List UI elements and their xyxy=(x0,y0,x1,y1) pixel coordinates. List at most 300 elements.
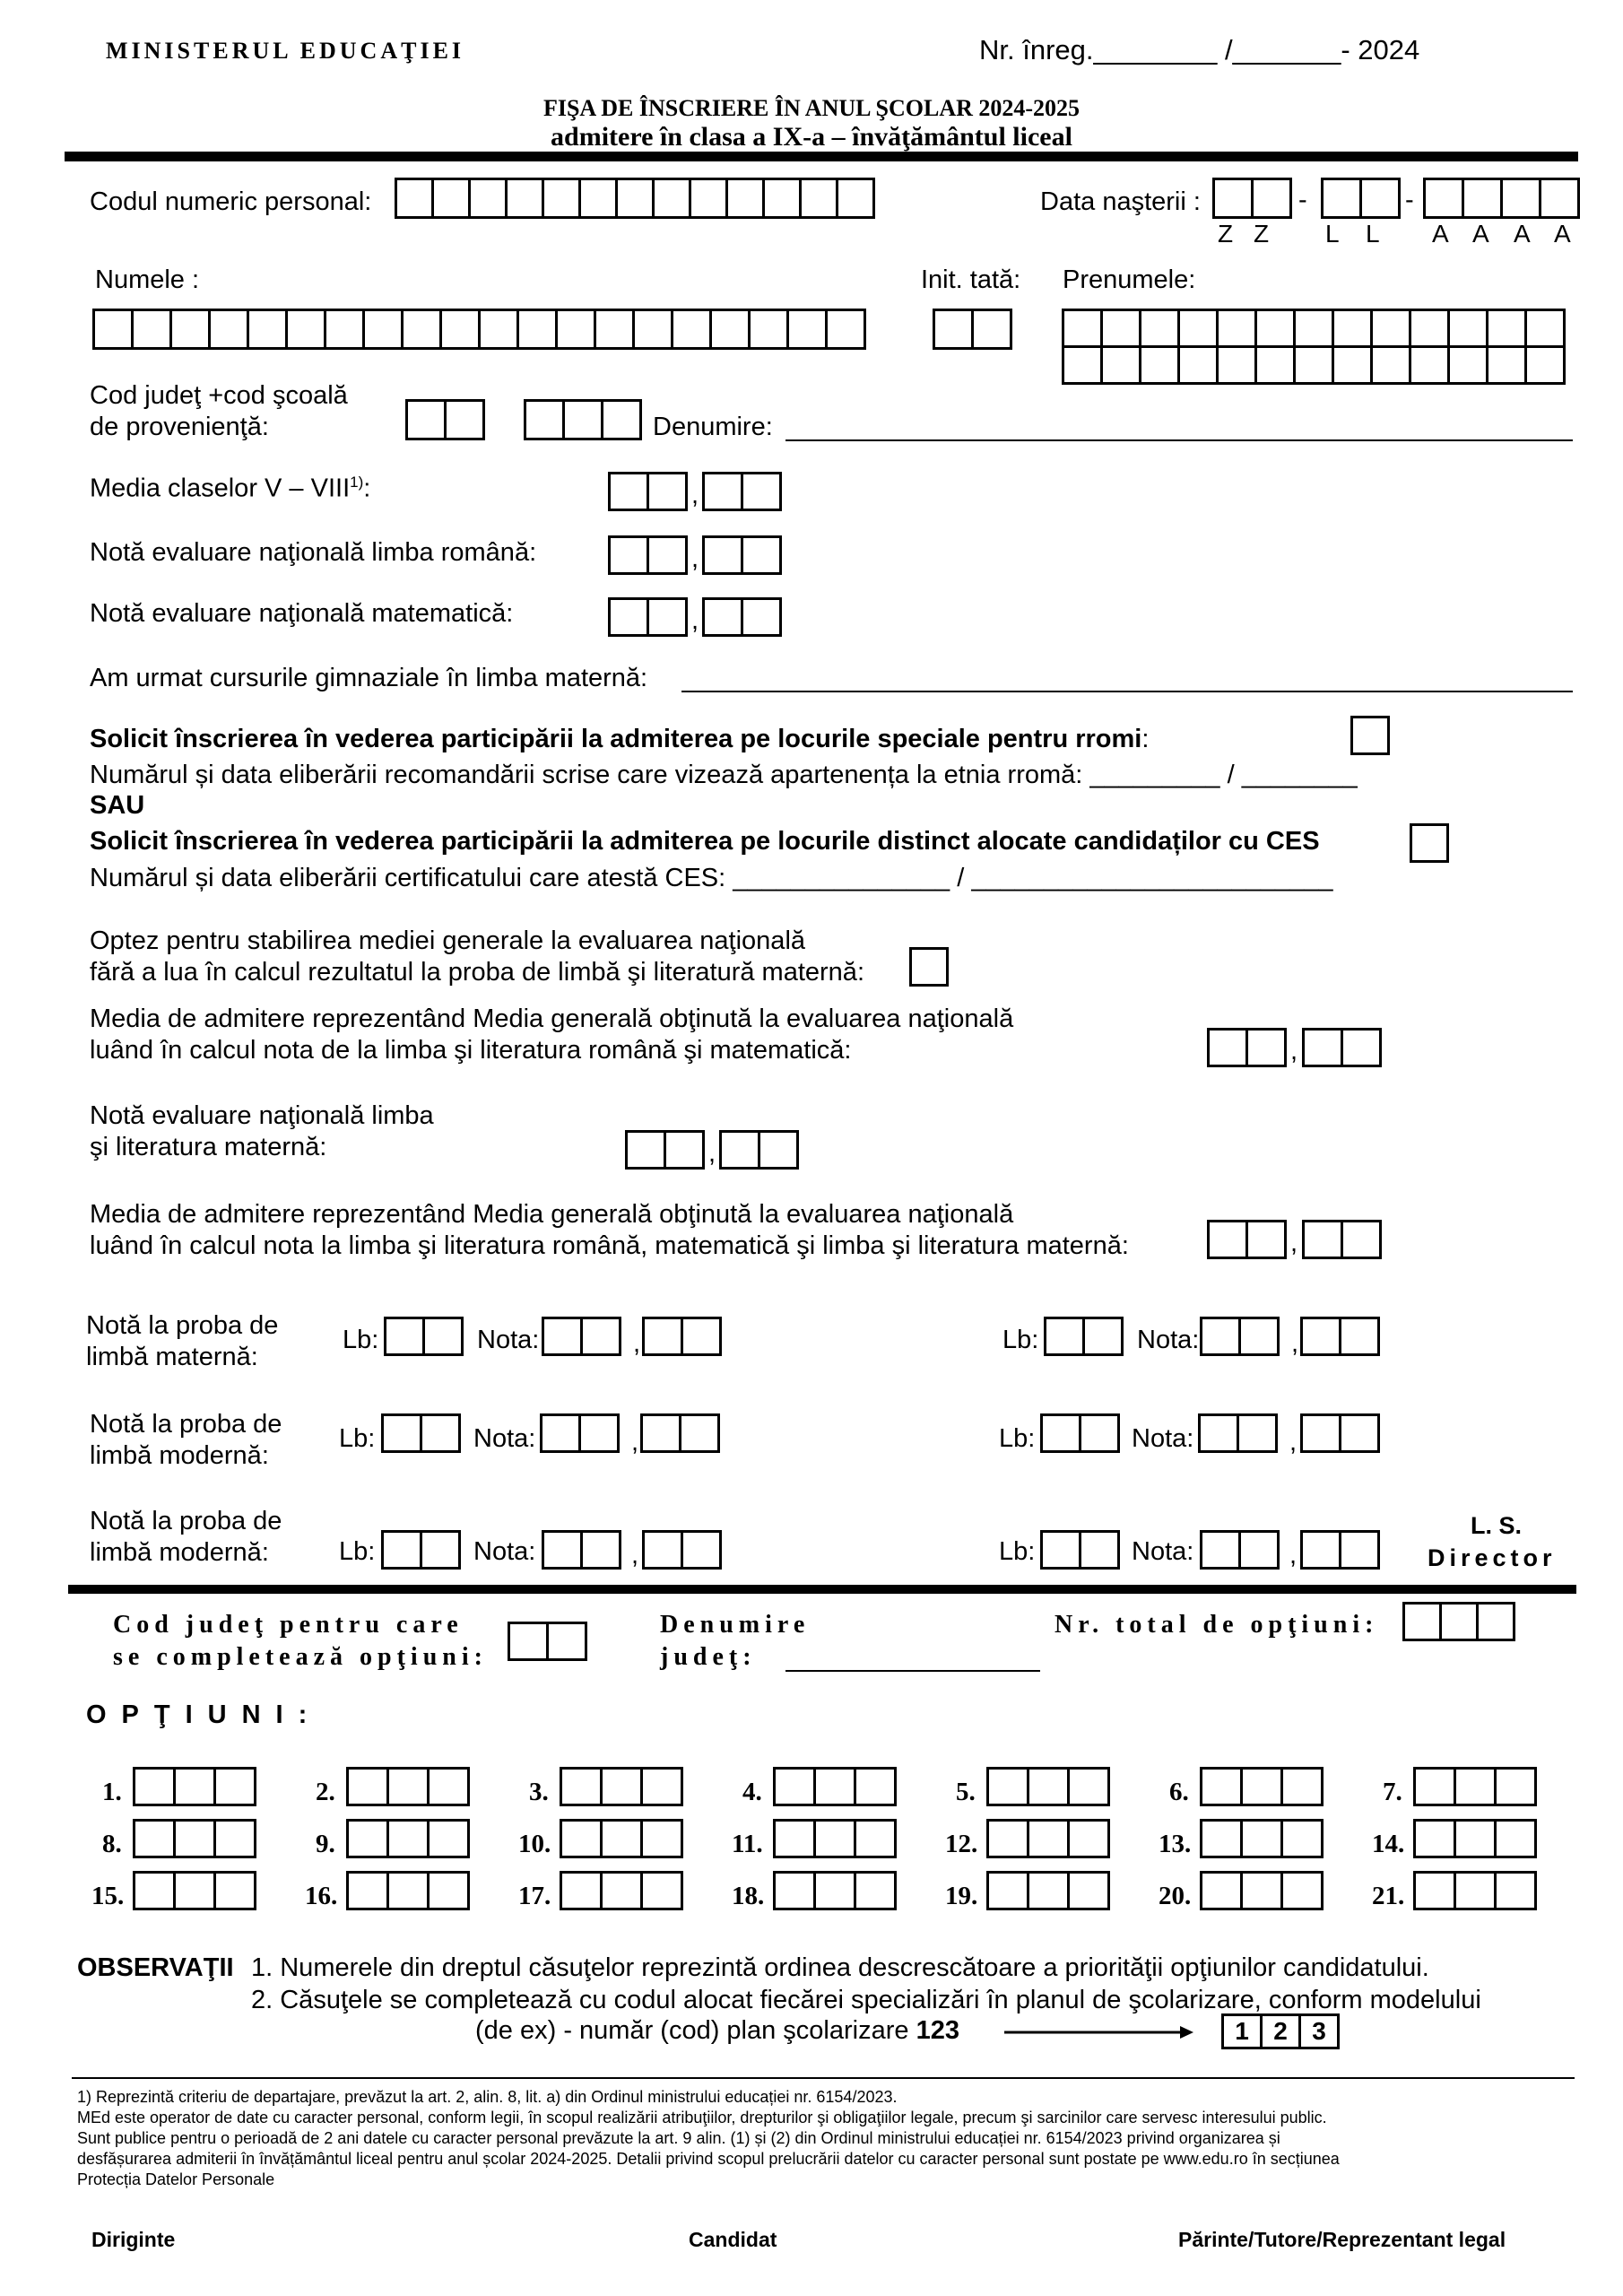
name-boxes-cell-6[interactable] xyxy=(285,309,326,350)
lang-r1-c1-nota-int-boxes-cell-2[interactable] xyxy=(580,1317,621,1356)
option-15-boxes[interactable] xyxy=(133,1871,256,1910)
county-option-boxes[interactable] xyxy=(508,1622,587,1661)
media-int-boxes[interactable] xyxy=(608,472,688,511)
option-7-boxes-cell-3[interactable] xyxy=(1494,1767,1537,1806)
nota-materna-dec-boxes[interactable] xyxy=(719,1130,799,1170)
prenume-boxes-row2-cell-8[interactable] xyxy=(1332,345,1373,385)
mat-dec-boxes-cell-1[interactable] xyxy=(702,597,743,637)
mat-int-boxes-cell-1[interactable] xyxy=(608,597,649,637)
lang-r3-c1-nota-dec-boxes-cell-2[interactable] xyxy=(681,1530,722,1570)
option-7-boxes[interactable] xyxy=(1413,1767,1537,1806)
option-16-boxes-cell-3[interactable] xyxy=(427,1871,470,1910)
prenume-boxes-row1-cell-4[interactable] xyxy=(1177,309,1219,348)
lang-r2-c1-lb-boxes-cell-2[interactable] xyxy=(420,1413,461,1453)
media-dec-boxes-cell-1[interactable] xyxy=(702,472,743,511)
optez-line-1: Optez pentru stabilirea mediei generale la evaluarea naţională xyxy=(90,926,806,955)
option-20-boxes-cell-3[interactable] xyxy=(1280,1871,1324,1910)
prenume-boxes-row1-cell-6[interactable] xyxy=(1254,309,1296,348)
lang-r3-c1-lb-boxes-cell-1[interactable] xyxy=(381,1530,422,1570)
name-boxes-cell-1[interactable] xyxy=(92,309,134,350)
ro-int-boxes-cell-1[interactable] xyxy=(608,535,649,575)
nota-materna-dec-boxes-cell-2[interactable] xyxy=(758,1130,799,1170)
ces-checkbox[interactable] xyxy=(1410,823,1449,863)
option-15-boxes-cell-1[interactable] xyxy=(133,1871,176,1910)
option-8-boxes-cell-3[interactable] xyxy=(213,1819,256,1858)
birth-year-boxes-cell-1[interactable] xyxy=(1423,178,1464,219)
birth-day-boxes-cell-1[interactable] xyxy=(1212,178,1254,219)
lang-r2-c1-nota-dec-boxes-cell-1[interactable] xyxy=(640,1413,681,1453)
option-13-boxes-cell-3[interactable] xyxy=(1280,1819,1324,1858)
lang-r1-c2-nota-dec-boxes-cell-1[interactable] xyxy=(1300,1317,1341,1356)
option-16-boxes[interactable] xyxy=(346,1871,470,1910)
rromi-checkbox[interactable] xyxy=(1350,716,1390,755)
media-admitere2-int-boxes-cell-2[interactable] xyxy=(1245,1220,1287,1259)
option-6-boxes-cell-1[interactable] xyxy=(1200,1767,1243,1806)
prenume-boxes-row2-cell-3[interactable] xyxy=(1139,345,1180,385)
lang-r2-c2-nota-int-boxes-cell-2[interactable] xyxy=(1237,1413,1278,1453)
lang-r1-c1-lb-boxes[interactable] xyxy=(384,1317,464,1356)
media-admitere-int-boxes-cell-2[interactable] xyxy=(1245,1028,1287,1067)
ro-comma: , xyxy=(691,544,699,573)
option-1-boxes[interactable] xyxy=(133,1767,256,1806)
option-21-boxes-cell-2[interactable] xyxy=(1454,1871,1497,1910)
name-boxes-cell-18[interactable] xyxy=(748,309,789,350)
option-1-boxes-cell-3[interactable] xyxy=(213,1767,256,1806)
sau-label: SAU xyxy=(90,791,145,820)
cnp-boxes-cell-11[interactable] xyxy=(762,178,802,219)
option-3-boxes-cell-2[interactable] xyxy=(600,1767,643,1806)
mat-dec-boxes[interactable] xyxy=(702,597,782,637)
county-option-boxes-cell-1[interactable] xyxy=(508,1622,549,1661)
option-20-boxes-cell-1[interactable] xyxy=(1200,1871,1243,1910)
county-name-line[interactable] xyxy=(785,1670,1040,1672)
option-5-boxes-cell-1[interactable] xyxy=(986,1767,1029,1806)
lang-r2-c2-nota-dec-boxes-cell-2[interactable] xyxy=(1339,1413,1380,1453)
media-admitere2-dec-boxes-cell-2[interactable] xyxy=(1341,1220,1382,1259)
cnp-boxes-cell-1[interactable] xyxy=(395,178,434,219)
option-17-boxes[interactable] xyxy=(560,1871,683,1910)
option-5-boxes-cell-3[interactable] xyxy=(1067,1767,1110,1806)
cnp-boxes[interactable] xyxy=(395,178,875,219)
option-9-boxes[interactable] xyxy=(346,1819,470,1858)
name-boxes-cell-14[interactable] xyxy=(594,309,635,350)
name-boxes-cell-3[interactable] xyxy=(169,309,211,350)
lang-r2-c1-lb-label: Lb: xyxy=(339,1424,376,1453)
school-code-boxes[interactable] xyxy=(524,399,642,440)
media-admitere2-int-boxes-cell-1[interactable] xyxy=(1207,1220,1248,1259)
prenume-boxes-row1-cell-1[interactable] xyxy=(1062,309,1103,348)
lang-r3-c2-nota-int-boxes-cell-1[interactable] xyxy=(1200,1530,1241,1570)
option-number-11: 11. xyxy=(732,1830,763,1858)
ces-checkbox-cell-1[interactable] xyxy=(1410,823,1449,863)
option-17-boxes-cell-3[interactable] xyxy=(640,1871,683,1910)
birth-month-boxes-cell-1[interactable] xyxy=(1321,178,1362,219)
option-20-boxes-cell-2[interactable] xyxy=(1240,1871,1283,1910)
media-admitere2-dec-boxes[interactable] xyxy=(1302,1220,1382,1259)
school-label-1: Cod judeţ +cod şcoală xyxy=(90,381,348,410)
birth-month-boxes[interactable] xyxy=(1321,178,1401,219)
name-boxes[interactable] xyxy=(92,309,866,350)
lang-r3-c1-nota-int-boxes[interactable] xyxy=(542,1530,621,1570)
option-5-boxes-cell-2[interactable] xyxy=(1027,1767,1070,1806)
form-title: FIŞA DE ÎNSCRIERE ÎN ANUL ŞCOLAR 2024-2025 xyxy=(542,95,1081,121)
media-admitere-int-boxes[interactable] xyxy=(1207,1028,1287,1067)
name-boxes-cell-8[interactable] xyxy=(362,309,404,350)
birth-day-boxes-cell-2[interactable] xyxy=(1251,178,1292,219)
mat-int-boxes-cell-2[interactable] xyxy=(647,597,688,637)
media-int-boxes-cell-2[interactable] xyxy=(647,472,688,511)
lang-r3-c1-lb-boxes[interactable] xyxy=(381,1530,461,1570)
option-10-boxes[interactable] xyxy=(560,1819,683,1858)
option-19-boxes-cell-2[interactable] xyxy=(1027,1871,1070,1910)
media-admitere-int-boxes-cell-1[interactable] xyxy=(1207,1028,1248,1067)
name-boxes-cell-11[interactable] xyxy=(478,309,519,350)
name-boxes-cell-13[interactable] xyxy=(555,309,596,350)
birth-day-boxes[interactable] xyxy=(1212,178,1292,219)
prenume-boxes-row1-cell-5[interactable] xyxy=(1216,309,1257,348)
prenume-boxes-row2-cell-12[interactable] xyxy=(1486,345,1527,385)
media-admitere-dec-boxes[interactable] xyxy=(1302,1028,1382,1067)
prenume-boxes-row2-cell-10[interactable] xyxy=(1409,345,1450,385)
option-20-boxes[interactable] xyxy=(1200,1871,1324,1910)
lang-r3-c2-lb-boxes[interactable] xyxy=(1040,1530,1120,1570)
total-options-boxes-cell-3[interactable] xyxy=(1476,1602,1515,1641)
init-boxes-cell-2[interactable] xyxy=(971,309,1012,350)
option-8-boxes[interactable] xyxy=(133,1819,256,1858)
example-arrow-icon xyxy=(1004,2023,1194,2041)
option-10-boxes-cell-1[interactable] xyxy=(560,1819,603,1858)
school-code-boxes-cell-2[interactable] xyxy=(562,399,603,440)
prenume-boxes-row2-cell-6[interactable] xyxy=(1254,345,1296,385)
name-boxes-cell-4[interactable] xyxy=(208,309,249,350)
nota-materna-comma: , xyxy=(708,1139,716,1168)
option-9-boxes-cell-3[interactable] xyxy=(427,1819,470,1858)
cnp-boxes-cell-5[interactable] xyxy=(542,178,581,219)
option-17-boxes-cell-1[interactable] xyxy=(560,1871,603,1910)
init-boxes-cell-1[interactable] xyxy=(933,309,974,350)
lang-r1-c1-nota-int-boxes-cell-1[interactable] xyxy=(542,1317,583,1356)
media-admitere-dec-boxes-cell-2[interactable] xyxy=(1341,1028,1382,1067)
option-8-boxes-cell-1[interactable] xyxy=(133,1819,176,1858)
county-code-boxes-cell-2[interactable] xyxy=(444,399,485,440)
lang-r1-c2-nota-dec-boxes-cell-2[interactable] xyxy=(1339,1317,1380,1356)
lang-r3-c1-nota-dec-boxes[interactable] xyxy=(642,1530,722,1570)
lang-r3-c2-nota-dec-boxes-cell-1[interactable] xyxy=(1300,1530,1341,1570)
option-16-boxes-cell-2[interactable] xyxy=(386,1871,430,1910)
birth-year-boxes-cell-3[interactable] xyxy=(1500,178,1541,219)
moderna1-label-1: Notă la proba de xyxy=(90,1410,282,1439)
lang-r1-c2-nota-int-boxes-cell-2[interactable] xyxy=(1238,1317,1280,1356)
ro-dec-boxes-cell-1[interactable] xyxy=(702,535,743,575)
ro-int-boxes-cell-2[interactable] xyxy=(647,535,688,575)
prenume-boxes-row1[interactable] xyxy=(1062,309,1566,348)
lang-r1-c2-nota-int-boxes-cell-1[interactable] xyxy=(1200,1317,1241,1356)
prenume-boxes-row1-cell-11[interactable] xyxy=(1447,309,1488,348)
lang-r3-c2-lb-boxes-cell-1[interactable] xyxy=(1040,1530,1081,1570)
name-boxes-cell-5[interactable] xyxy=(247,309,288,350)
option-15-boxes-cell-3[interactable] xyxy=(213,1871,256,1910)
ro-dec-boxes[interactable] xyxy=(702,535,782,575)
rromi-checkbox-cell-1[interactable] xyxy=(1350,716,1390,755)
option-8-boxes-cell-2[interactable] xyxy=(173,1819,216,1858)
prenume-boxes-row2-cell-11[interactable] xyxy=(1447,345,1488,385)
name-boxes-cell-2[interactable] xyxy=(131,309,172,350)
option-10-boxes-cell-2[interactable] xyxy=(600,1819,643,1858)
birth-dash-1: - xyxy=(1298,186,1307,214)
option-18-boxes-cell-3[interactable] xyxy=(854,1871,897,1910)
county-code-boxes-cell-1[interactable] xyxy=(405,399,447,440)
cnp-boxes-cell-9[interactable] xyxy=(689,178,728,219)
mat-int-boxes[interactable] xyxy=(608,597,688,637)
media-label xyxy=(90,474,370,504)
rromi-doc-line: Numărul și data eliberării recomandării scrise care vizează apartenența la etnia rromă: _________ / ________ xyxy=(90,761,1358,789)
mat-comma: , xyxy=(691,606,699,635)
prenume-boxes-row1-cell-12[interactable] xyxy=(1486,309,1527,348)
prenume-boxes-row2-cell-2[interactable] xyxy=(1100,345,1141,385)
option-18-boxes-cell-1[interactable] xyxy=(773,1871,816,1910)
prenume-boxes-row2-cell-1[interactable] xyxy=(1062,345,1103,385)
lang-r3-c1-nota-int-boxes-cell-2[interactable] xyxy=(580,1530,621,1570)
media-admitere2-line-2: luând în calcul nota la limba şi literatura română, matematică şi limba şi literatura maternă: xyxy=(90,1231,1129,1260)
lang-r3-c1-nota-int-boxes-cell-1[interactable] xyxy=(542,1530,583,1570)
option-10-boxes-cell-3[interactable] xyxy=(640,1819,683,1858)
init-boxes[interactable] xyxy=(933,309,1012,350)
option-4-boxes-cell-3[interactable] xyxy=(854,1767,897,1806)
name-boxes-cell-16[interactable] xyxy=(671,309,712,350)
option-number-21: 21. xyxy=(1372,1882,1405,1910)
lang-r1-c2-nota-int-boxes[interactable] xyxy=(1200,1317,1280,1356)
option-11-boxes-cell-1[interactable] xyxy=(773,1819,816,1858)
cnp-boxes-cell-7[interactable] xyxy=(615,178,655,219)
option-13-boxes[interactable] xyxy=(1200,1819,1324,1858)
option-21-boxes-cell-1[interactable] xyxy=(1413,1871,1456,1910)
prenume-boxes-row1-cell-10[interactable] xyxy=(1409,309,1450,348)
lang-r2-c2-nota-int-boxes-cell-1[interactable] xyxy=(1198,1413,1239,1453)
option-number-19: 19. xyxy=(945,1882,978,1910)
option-7-boxes-cell-2[interactable] xyxy=(1454,1767,1497,1806)
prenume-boxes-row1-cell-13[interactable] xyxy=(1524,309,1566,348)
birth-year-boxes-cell-2[interactable] xyxy=(1462,178,1503,219)
lang-r1-c1-lb-boxes-cell-1[interactable] xyxy=(384,1317,425,1356)
option-12-boxes-cell-1[interactable] xyxy=(986,1819,1029,1858)
option-13-boxes-cell-2[interactable] xyxy=(1240,1819,1283,1858)
prenume-boxes-row2-cell-4[interactable] xyxy=(1177,345,1219,385)
option-2-boxes-cell-3[interactable] xyxy=(427,1767,470,1806)
option-18-boxes-cell-2[interactable] xyxy=(813,1871,856,1910)
nota-materna-int-boxes-cell-2[interactable] xyxy=(664,1130,705,1170)
nota-materna-dec-boxes-cell-1[interactable] xyxy=(719,1130,760,1170)
media-dec-boxes[interactable] xyxy=(702,472,782,511)
cnp-boxes-cell-4[interactable] xyxy=(505,178,544,219)
lang-r2-c1-lb-boxes-cell-1[interactable] xyxy=(381,1413,422,1453)
lang-r3-c2-nota-dec-boxes-cell-2[interactable] xyxy=(1339,1530,1380,1570)
ro-int-boxes[interactable] xyxy=(608,535,688,575)
optez-checkbox-cell-1[interactable] xyxy=(909,947,949,987)
total-options-boxes-cell-1[interactable] xyxy=(1402,1602,1442,1641)
media-admitere2-dec-boxes-cell-1[interactable] xyxy=(1302,1220,1343,1259)
birth-year-boxes[interactable] xyxy=(1423,178,1580,219)
media-int-boxes-cell-1[interactable] xyxy=(608,472,649,511)
option-18-boxes[interactable] xyxy=(773,1871,897,1910)
option-14-boxes[interactable] xyxy=(1413,1819,1537,1858)
prenume-boxes-row1-cell-7[interactable] xyxy=(1293,309,1334,348)
option-12-boxes-cell-3[interactable] xyxy=(1067,1819,1110,1858)
cnp-boxes-cell-6[interactable] xyxy=(578,178,618,219)
gimnaziu-line[interactable] xyxy=(681,691,1573,692)
lang-r1-c1-nota-dec-boxes-cell-1[interactable] xyxy=(642,1317,683,1356)
cnp-boxes-cell-2[interactable] xyxy=(431,178,471,219)
option-2-boxes-cell-2[interactable] xyxy=(386,1767,430,1806)
option-3-boxes-cell-3[interactable] xyxy=(640,1767,683,1806)
prenume-boxes-row1-cell-3[interactable] xyxy=(1139,309,1180,348)
option-12-boxes-cell-2[interactable] xyxy=(1027,1819,1070,1858)
lang-r1-c1-nota-int-boxes[interactable] xyxy=(542,1317,621,1356)
name-boxes-cell-17[interactable] xyxy=(709,309,751,350)
option-19-boxes[interactable] xyxy=(986,1871,1110,1910)
option-14-boxes-cell-1[interactable] xyxy=(1413,1819,1456,1858)
media-dec-boxes-cell-2[interactable] xyxy=(741,472,782,511)
option-2-boxes[interactable] xyxy=(346,1767,470,1806)
option-16-boxes-cell-1[interactable] xyxy=(346,1871,389,1910)
birth-year-boxes-cell-4[interactable] xyxy=(1539,178,1580,219)
prenume-boxes-row1-cell-2[interactable] xyxy=(1100,309,1141,348)
prenume-boxes-row2-cell-7[interactable] xyxy=(1293,345,1334,385)
ro-dec-boxes-cell-2[interactable] xyxy=(741,535,782,575)
prenume-boxes-row2-cell-5[interactable] xyxy=(1216,345,1257,385)
option-11-boxes-cell-2[interactable] xyxy=(813,1819,856,1858)
name-boxes-cell-19[interactable] xyxy=(786,309,828,350)
lang-r1-c1-nota-dec-boxes-cell-2[interactable] xyxy=(681,1317,722,1356)
option-11-boxes[interactable] xyxy=(773,1819,897,1858)
cnp-boxes-cell-13[interactable] xyxy=(836,178,875,219)
option-4-boxes-cell-2[interactable] xyxy=(813,1767,856,1806)
mat-dec-boxes-cell-2[interactable] xyxy=(741,597,782,637)
lang-r2-c2-lb-boxes[interactable] xyxy=(1040,1413,1120,1453)
school-code-boxes-cell-3[interactable] xyxy=(601,399,642,440)
lang-r2-c1-lb-boxes[interactable] xyxy=(381,1413,461,1453)
media-admitere-dec-boxes-cell-1[interactable] xyxy=(1302,1028,1343,1067)
lang-r2-c1-nota-int-boxes-cell-1[interactable] xyxy=(540,1413,581,1453)
option-1-boxes-cell-2[interactable] xyxy=(173,1767,216,1806)
lang-r3-c1-nota-dec-boxes-cell-1[interactable] xyxy=(642,1530,683,1570)
option-9-boxes-cell-2[interactable] xyxy=(386,1819,430,1858)
birth-month-boxes-cell-2[interactable] xyxy=(1359,178,1401,219)
name-boxes-cell-12[interactable] xyxy=(516,309,558,350)
media-admitere2-int-boxes[interactable] xyxy=(1207,1220,1287,1259)
option-15-boxes-cell-2[interactable] xyxy=(173,1871,216,1910)
option-4-boxes[interactable] xyxy=(773,1767,897,1806)
lang-r1-c2-nota-dec-boxes[interactable] xyxy=(1300,1317,1380,1356)
lang-r3-c1-nota-label: Nota: xyxy=(473,1537,536,1566)
cnp-boxes-cell-10[interactable] xyxy=(725,178,765,219)
option-19-boxes-cell-3[interactable] xyxy=(1067,1871,1110,1910)
name-boxes-cell-7[interactable] xyxy=(324,309,365,350)
prenume-boxes-row1-cell-8[interactable] xyxy=(1332,309,1373,348)
option-11-boxes-cell-3[interactable] xyxy=(854,1819,897,1858)
name-boxes-cell-15[interactable] xyxy=(632,309,673,350)
prenume-boxes-row2-cell-9[interactable] xyxy=(1370,345,1411,385)
cnp-boxes-cell-8[interactable] xyxy=(652,178,691,219)
county-code-boxes[interactable] xyxy=(405,399,485,440)
option-17-boxes-cell-2[interactable] xyxy=(600,1871,643,1910)
lang-r2-c2-nota-int-boxes[interactable] xyxy=(1198,1413,1278,1453)
lang-r1-c2-lb-boxes-cell-1[interactable] xyxy=(1044,1317,1085,1356)
option-21-boxes-cell-3[interactable] xyxy=(1494,1871,1537,1910)
lang-r1-c2-lb-boxes[interactable] xyxy=(1044,1317,1124,1356)
section-divider xyxy=(68,1585,1576,1594)
option-5-boxes[interactable] xyxy=(986,1767,1110,1806)
lang-r2-c2-lb-boxes-cell-2[interactable] xyxy=(1079,1413,1120,1453)
option-9-boxes-cell-1[interactable] xyxy=(346,1819,389,1858)
lang-r2-c2-nota-dec-boxes-cell-1[interactable] xyxy=(1300,1413,1341,1453)
denumire-line[interactable] xyxy=(785,439,1573,441)
option-21-boxes[interactable] xyxy=(1413,1871,1537,1910)
option-4-boxes-cell-1[interactable] xyxy=(773,1767,816,1806)
prenume-boxes-row2[interactable] xyxy=(1062,345,1566,385)
lang-r3-c2-nota-int-boxes[interactable] xyxy=(1200,1530,1280,1570)
denumire-label: Denumire: xyxy=(653,413,773,441)
name-boxes-cell-9[interactable] xyxy=(401,309,442,350)
lang-r2-c1-nota-dec-boxes[interactable] xyxy=(640,1413,720,1453)
option-2-boxes-cell-1[interactable] xyxy=(346,1767,389,1806)
lang-r2-c1-nota-dec-boxes-cell-2[interactable] xyxy=(679,1413,720,1453)
option-3-boxes-cell-1[interactable] xyxy=(560,1767,603,1806)
option-7-boxes-cell-1[interactable] xyxy=(1413,1767,1456,1806)
option-19-boxes-cell-1[interactable] xyxy=(986,1871,1029,1910)
option-6-boxes-cell-3[interactable] xyxy=(1280,1767,1324,1806)
school-code-boxes-cell-1[interactable] xyxy=(524,399,565,440)
lang-r3-c2-nota-int-boxes-cell-2[interactable] xyxy=(1238,1530,1280,1570)
lang-r2-c2-lb-boxes-cell-1[interactable] xyxy=(1040,1413,1081,1453)
cnp-boxes-cell-12[interactable] xyxy=(799,178,838,219)
option-3-boxes[interactable] xyxy=(560,1767,683,1806)
lang-r3-c2-nota-dec-boxes[interactable] xyxy=(1300,1530,1380,1570)
county-option-boxes-cell-2[interactable] xyxy=(546,1622,587,1661)
nota-materna-int-boxes[interactable] xyxy=(625,1130,705,1170)
prenume-boxes-row2-cell-13[interactable] xyxy=(1524,345,1566,385)
option-6-boxes-cell-2[interactable] xyxy=(1240,1767,1283,1806)
total-options-boxes[interactable] xyxy=(1402,1602,1515,1641)
lang-r2-c1-nota-int-boxes-cell-2[interactable] xyxy=(578,1413,620,1453)
ro-label: Notă evaluare naţională limba română: xyxy=(90,538,537,567)
option-number-10: 10. xyxy=(518,1830,551,1858)
lang-r1-c1-nota-dec-boxes[interactable] xyxy=(642,1317,722,1356)
lang-r1-c2-lb-boxes-cell-2[interactable] xyxy=(1082,1317,1124,1356)
option-13-boxes-cell-1[interactable] xyxy=(1200,1819,1243,1858)
option-14-boxes-cell-3[interactable] xyxy=(1494,1819,1537,1858)
name-boxes-cell-10[interactable] xyxy=(439,309,481,350)
lang-r3-c2-lb-boxes-cell-2[interactable] xyxy=(1079,1530,1120,1570)
option-14-boxes-cell-2[interactable] xyxy=(1454,1819,1497,1858)
lang-r1-c1-lb-boxes-cell-2[interactable] xyxy=(422,1317,464,1356)
option-number-14: 14. xyxy=(1372,1830,1405,1858)
lang-r1-c1-lb-label: Lb: xyxy=(343,1326,379,1354)
lang-r3-c1-lb-boxes-cell-2[interactable] xyxy=(420,1530,461,1570)
cnp-boxes-cell-3[interactable] xyxy=(468,178,508,219)
nota-materna-int-boxes-cell-1[interactable] xyxy=(625,1130,666,1170)
option-1-boxes-cell-1[interactable] xyxy=(133,1767,176,1806)
total-options-boxes-cell-2[interactable] xyxy=(1439,1602,1479,1641)
option-6-boxes[interactable] xyxy=(1200,1767,1324,1806)
prenume-boxes-row1-cell-9[interactable] xyxy=(1370,309,1411,348)
school-label-2: de provenienţă: xyxy=(90,413,269,441)
lang-r2-c1-nota-int-boxes[interactable] xyxy=(540,1413,620,1453)
lang-r2-c2-nota-dec-boxes[interactable] xyxy=(1300,1413,1380,1453)
name-boxes-cell-20[interactable] xyxy=(825,309,866,350)
prenume-label: Prenumele: xyxy=(1063,265,1196,294)
optez-checkbox[interactable] xyxy=(909,947,949,987)
option-12-boxes[interactable] xyxy=(986,1819,1110,1858)
